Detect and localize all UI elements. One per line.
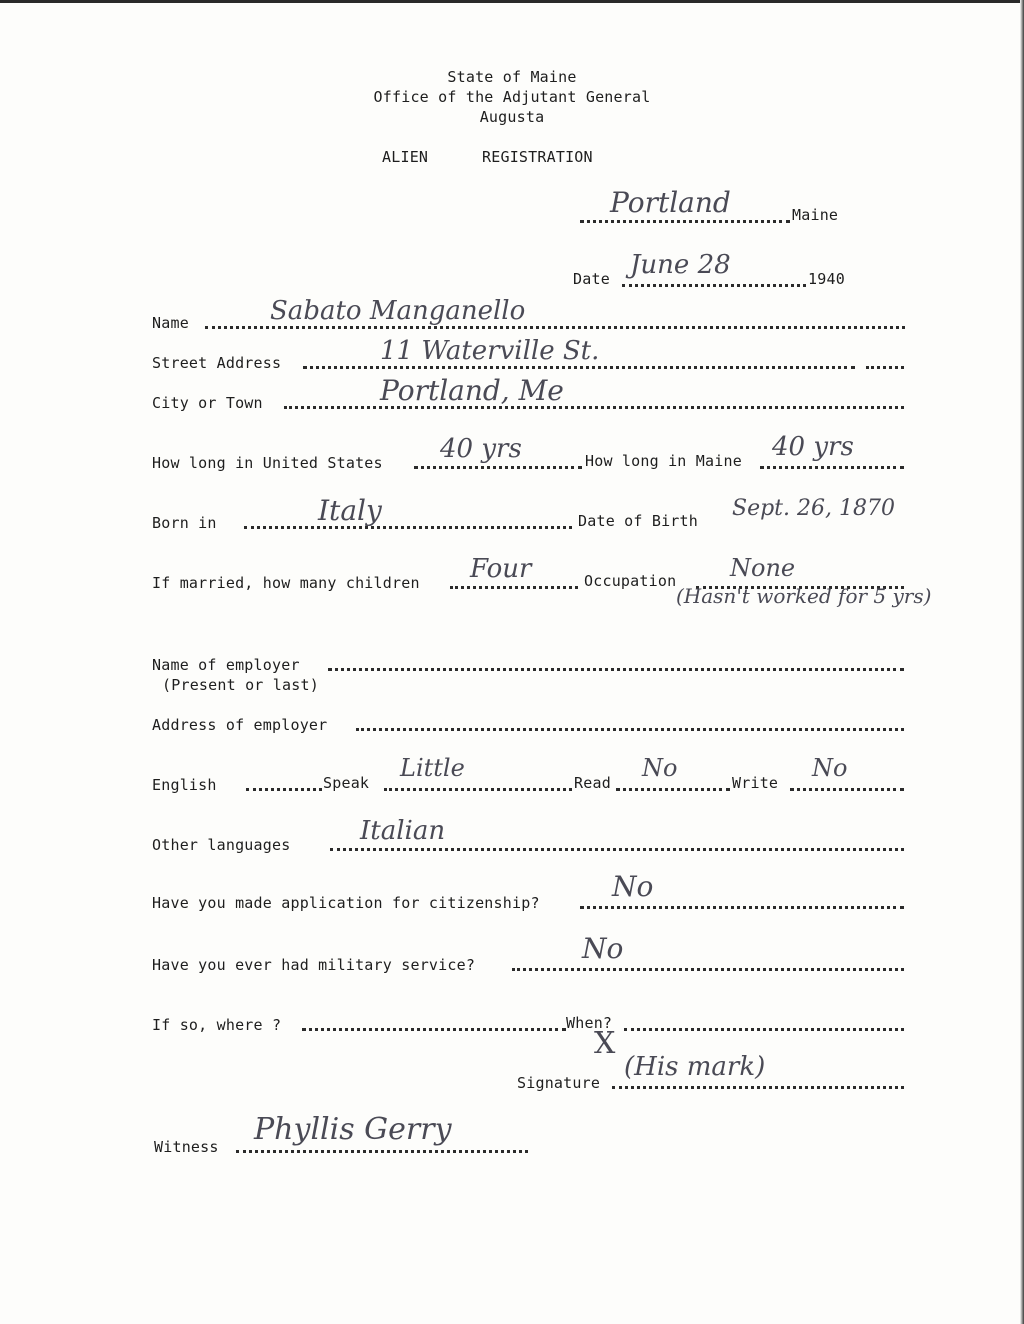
military-value: No bbox=[582, 932, 624, 965]
header-state: State of Maine bbox=[447, 68, 577, 86]
speak-label: Speak bbox=[323, 774, 370, 792]
how-long-us-value: 40 yrs bbox=[440, 434, 522, 464]
born-in-label: Born in bbox=[152, 514, 217, 532]
street-dots-end bbox=[866, 352, 904, 369]
if-so-dots bbox=[302, 1014, 566, 1031]
place-suffix: Maine bbox=[792, 206, 839, 224]
witness-label: Witness bbox=[154, 1138, 219, 1156]
dob-label: Date of Birth bbox=[578, 512, 698, 530]
city-town-label: City or Town bbox=[152, 394, 263, 412]
occupation-value: None bbox=[730, 554, 796, 582]
how-long-me-value: 40 yrs bbox=[772, 432, 854, 462]
children-value: Four bbox=[470, 554, 532, 584]
page-right-edge bbox=[1020, 0, 1024, 1324]
english-label: English bbox=[152, 776, 217, 794]
signature-label: Signature bbox=[517, 1074, 601, 1092]
occupation-note: (Hasn't worked for 5 yrs) bbox=[676, 584, 932, 608]
street-value: 11 Waterville St. bbox=[380, 336, 600, 366]
how-long-me-label: How long in Maine bbox=[585, 452, 742, 470]
how-long-us-label: How long in United States bbox=[152, 454, 383, 472]
english-dots bbox=[246, 774, 322, 791]
when-dots bbox=[624, 1014, 904, 1031]
military-label: Have you ever had military service? bbox=[152, 956, 476, 974]
employer-dots bbox=[328, 654, 904, 671]
page-top-edge bbox=[0, 0, 1024, 3]
if-so-label: If so, where ? bbox=[152, 1016, 282, 1034]
signature-value: (His mark) bbox=[624, 1052, 766, 1082]
children-label: If married, how many children bbox=[152, 574, 420, 592]
date-value: June 28 bbox=[630, 250, 731, 280]
write-value: No bbox=[812, 754, 848, 782]
header-city: Augusta bbox=[479, 108, 545, 126]
military-dots bbox=[512, 954, 904, 971]
date-year: 1940 bbox=[808, 270, 845, 288]
date-label: Date bbox=[573, 270, 610, 288]
write-label: Write bbox=[732, 774, 779, 792]
city-town-value: Portland, Me bbox=[380, 374, 564, 407]
occupation-label: Occupation bbox=[584, 572, 677, 590]
dob-value: Sept. 26, 1870 bbox=[732, 496, 895, 521]
witness-value: Phyllis Gerry bbox=[254, 1112, 452, 1147]
employer-label: Name of employer bbox=[152, 656, 300, 674]
citizenship-value: No bbox=[612, 870, 654, 903]
other-lang-label: Other languages bbox=[152, 836, 291, 854]
place-value: Portland bbox=[610, 186, 731, 219]
street-label: Street Address bbox=[152, 354, 282, 372]
form-title-word1: ALIEN bbox=[382, 148, 429, 166]
city-town-dots bbox=[284, 392, 904, 409]
signature-mark: X bbox=[594, 1026, 616, 1061]
employer-sublabel: (Present or last) bbox=[162, 676, 319, 694]
born-in-value: Italy bbox=[318, 494, 382, 527]
employer-address-label: Address of employer bbox=[152, 716, 328, 734]
name-value: Sabato Manganello bbox=[270, 296, 526, 326]
speak-value: Little bbox=[400, 754, 465, 782]
read-value: No bbox=[642, 754, 678, 782]
when-label: When? bbox=[566, 1014, 613, 1032]
read-label: Read bbox=[574, 774, 611, 792]
employer-address-dots bbox=[356, 714, 904, 731]
citizenship-label: Have you made application for citizenship? bbox=[152, 894, 540, 912]
born-in-dots bbox=[244, 512, 572, 529]
name-label: Name bbox=[152, 314, 189, 332]
form-title-word2: REGISTRATION bbox=[482, 148, 593, 166]
header-office: Office of the Adjutant General bbox=[373, 88, 651, 106]
other-lang-value: Italian bbox=[360, 816, 446, 846]
